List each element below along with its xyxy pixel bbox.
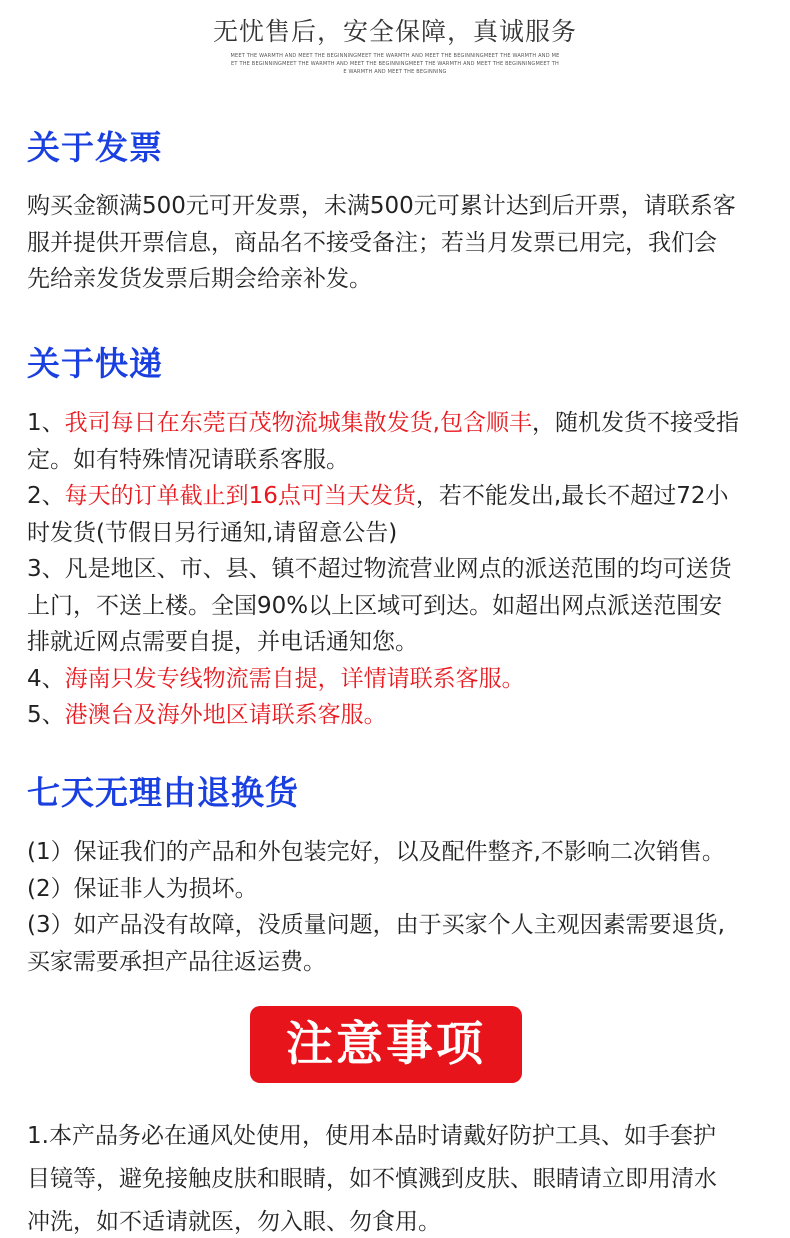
shipping-paragraph (27, 405, 772, 734)
shipping-item-4 (27, 661, 772, 698)
shipping-item-2-highlight: 每天的订单截止到16点可当天发货 (64, 483, 416, 509)
invoice-paragraph (27, 188, 772, 298)
returns-line: (2）保证非人为损坏。 (27, 875, 258, 902)
notice-line: 1.本产品务必在通风处使用，使用本品时请戴好防护工具、如手套护 (27, 1123, 716, 1149)
item-number: 5、 (27, 702, 65, 728)
shipping-heading: 关于快递 (27, 344, 163, 383)
invoice-line: 服并提供开票信息，商品名不接受备注；若当月发票已用完，我们会 (27, 229, 717, 256)
returns-line: (1）保证我们的产品和外包装完好，以及配件整齐,不影响二次销售。 (27, 839, 725, 865)
invoice-line: 先给亲发货发票后期会给亲补发。 (27, 266, 372, 292)
shipping-item-1 (27, 405, 772, 442)
invoice-line: 购买金额满500元可开发票，未满500元可累计达到后开票，请联系客 (27, 193, 736, 219)
shipping-item-2 (27, 478, 772, 515)
header-tagline: MEET THE WARMTH AND MEET THE BEGINNINGMEET THE WARMTH AND MEET THE BEGINNINGMEET THE WARMTH AND MEET THE BEGINNINGMEET THE WARMTH AND MEET THE BEGINNINGMEET THE WARMTH AND MEET THE BEGINNINGMEET THE WARMTH AND MEET THE BEGINNING (230, 53, 560, 75)
shipping-item-5-highlight: 港澳台及海外地区请联系客服。 (64, 702, 387, 728)
notice-line: 冲洗，如不适请就医，勿入眼、勿食用。 (27, 1209, 441, 1235)
returns-line: (3）如产品没有故障，没质量问题，由于买家个人主观因素需要退货, (27, 912, 725, 938)
invoice-heading: 关于发票 (27, 128, 163, 167)
shipping-item-5 (27, 697, 772, 734)
shipping-item-1-text: ，随机发货不接受指 (531, 410, 739, 436)
header-title: 无忧售后，安全保障，真诚服务 (212, 17, 577, 46)
shipping-item-3-cont: 排就近网点需要自提，并电话通知您。 (27, 629, 418, 655)
notice-banner: 注意事项 (250, 1006, 522, 1083)
returns-line: 买家需要承担产品往返运费。 (27, 948, 326, 975)
shipping-item-3-cont: 上门，不送上楼。全国90%以上区域可到达。如超出网点派送范围安 (27, 592, 723, 619)
item-number: 4、 (27, 665, 65, 692)
notice-line: 目镜等，避免接触皮肤和眼睛，如不慎溅到皮肤、眼睛请立即用清水 (27, 1166, 717, 1192)
shipping-item-3: 3、凡是地区、市、县、镇不超过物流营业网点的派送范围的均可送货 (27, 556, 732, 582)
returns-paragraph (27, 834, 772, 980)
shipping-item-2-cont: 时发货(节假日另行通知,请留意公告) (27, 519, 398, 546)
returns-heading: 七天无理由退换货 (27, 773, 299, 812)
shipping-item-1-highlight: 我司每日在东莞百茂物流城集散发货,包含顺丰 (64, 410, 532, 436)
shipping-item-2-text: ，若不能发出,最长不超过72小 (415, 483, 729, 509)
notice-paragraph (27, 1115, 772, 1238)
item-number: 2、 (27, 483, 65, 509)
shipping-item-1-cont: 定。如有特殊情况请联系客服。 (27, 446, 349, 473)
item-number: 1、 (27, 410, 65, 436)
shipping-item-4-highlight: 海南只发专线物流需自提，详情请联系客服。 (64, 665, 525, 692)
